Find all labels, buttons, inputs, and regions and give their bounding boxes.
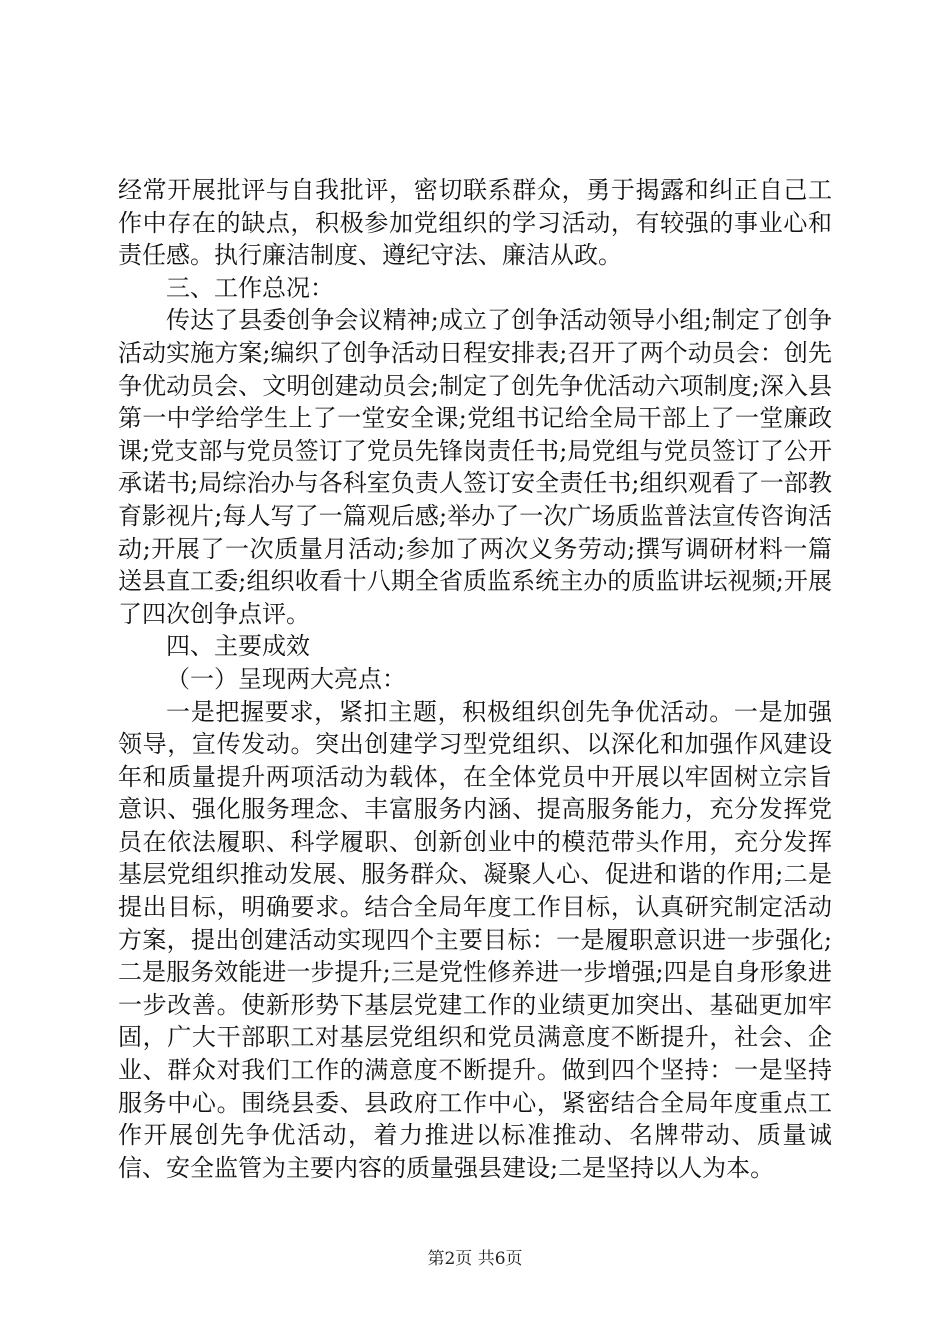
section-heading-3: 三、工作总况： xyxy=(166,273,334,302)
paragraph-1: 经常开展批评与自我批评，密切联系群众，勇于揭露和纠正自己工作中存在的缺点，积极参加党组织的学习活动，有较强的事业心和责任感。执行廉洁制度、遵纪守法、廉洁从政。 xyxy=(118,176,832,270)
page-footer: 第2页 共6页 xyxy=(427,1249,523,1269)
paragraph-highlights: 一是把握要求，紧扣主题，积极组织创先争优活动。一是加强领导，宣传发动。突出创建学习型党组织、以深化和加强作风建设年和质量提升两项活动为载体，在全体党员中开展以牢固树立宗旨意识、强化服务理念、丰富服务内涵、提高服务能力，充分发挥党员在依法履职、科学履职、创新创业中的模范带头作用，充分发挥基层党组织推动发展、服务群众、凝聚人心、促进和谐的作用;二是提出目标，明确要求。结合全局年度工作目标，认真研究制定活动方案，提出创建活动实现四个主要目标：一是履职意识进一步强化;二是服务效能进一步提升;三是党性修养进一步增强;四是自身形象进一步改善。使新形势下基层党建工作的业绩更加突出、基础更加牢固，广大干部职工对基层党组织和党员满意度不断提升，社会、企业、群众对我们工作的满意度不断提升。做到四个坚持：一是坚持服务中心。围绕县委、县政府工作中心，紧密结合全局年度重点工作开展创先争优活动，着力推进以标准推动、名牌带动、质量诚信、安全监管为主要内容的质量强县建设;二是坚持以人为本。 xyxy=(118,697,832,1182)
paragraph-work-summary: 传达了县委创争会议精神;成立了创争活动领导小组;制定了创争活动实施方案;编织了创争活动日程安排表;召开了两个动员会：创先争优动员会、文明创建动员会;制定了创先争优活动六项制度;深入县第一中学给学生上了一堂安全课;党组书记给全局干部上了一堂廉政课;党支部与党员签订了党员先锋岗责任书;局党组与党员签订了公开承诺书;局综治办与各科室负责人签订安全责任书;组织观看了一部教育影视片;每人写了一篇观后感;举办了一次广场质监普法宣传咨询活动;开展了一次质量月活动;参加了两次义务劳动;撰写调研材料一篇送县直工委;组织收看十八期全省质监系统主办的质监讲坛视频;开展了四次创争点评。 xyxy=(118,306,832,628)
section-heading-4: 四、主要成效 xyxy=(166,632,310,661)
document-body xyxy=(118,174,832,1184)
subsection-heading-1: （一）呈现两大亮点： xyxy=(166,664,406,693)
